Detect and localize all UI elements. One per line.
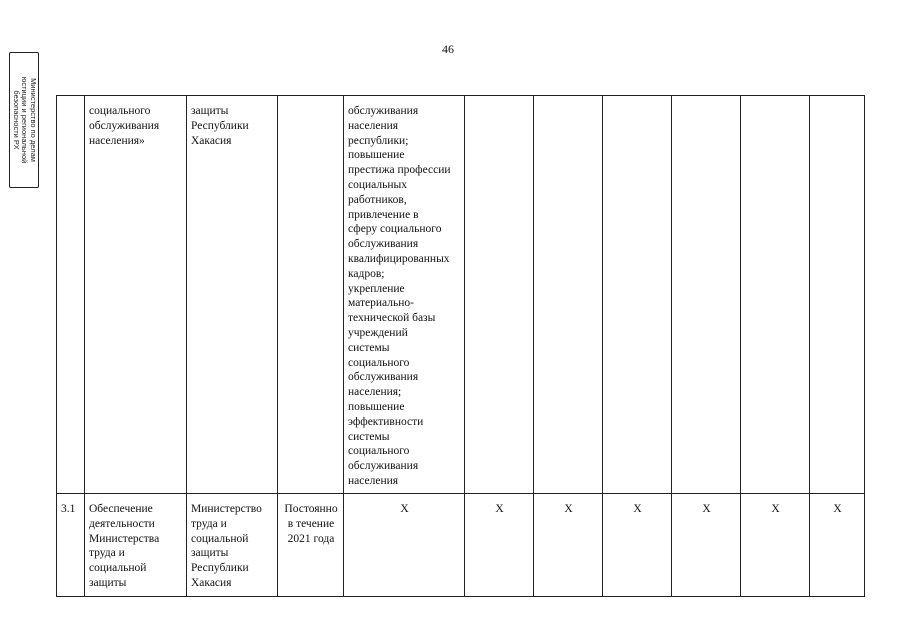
cell-line: привлечение в <box>348 208 419 221</box>
cell-line: системы <box>348 430 390 443</box>
cell-line: повышение <box>348 400 405 413</box>
cell-num <box>57 96 85 494</box>
cell-result: Х <box>344 494 465 597</box>
cell-indicator: Х <box>741 494 810 597</box>
cell-line: квалифицированных <box>348 252 450 265</box>
measures-table <box>56 95 865 597</box>
cell-line: обслуживания <box>89 119 160 132</box>
cell-indicator <box>741 96 810 494</box>
registration-stamp <box>9 52 39 188</box>
cell-line: Хакасия <box>191 576 232 589</box>
cell-indicator: Х <box>465 494 534 597</box>
cell-line: эффективности <box>348 415 424 428</box>
cell-line: Министерства <box>89 532 160 545</box>
cell-line: 2021 года <box>287 532 335 545</box>
cell-line: престижа профессии <box>348 164 451 177</box>
cell-line: социального <box>348 356 410 369</box>
cell-line: защиты <box>191 105 229 117</box>
cell-line: социальной <box>191 532 249 545</box>
cell-line: населения» <box>89 134 145 147</box>
table-row <box>57 96 865 494</box>
cell-line: Республики <box>191 119 249 132</box>
stamp-line: юстиции и региональной <box>20 76 30 164</box>
cell-indicator: Х <box>810 494 865 597</box>
cell-line: Министерство <box>191 503 262 515</box>
cell-line: Хакасия <box>191 134 232 147</box>
cell-indicator: Х <box>534 494 603 597</box>
cell-line: населения <box>348 119 399 132</box>
cell-name <box>85 96 187 494</box>
cell-line: обслуживания <box>348 460 419 473</box>
cell-line: обслуживания <box>348 371 419 384</box>
cell-line: материально- <box>348 297 414 310</box>
stamp-text <box>11 54 37 186</box>
cell-executor <box>187 494 278 597</box>
cell-line: повышение <box>348 149 405 162</box>
cell-line: Постоянно <box>284 503 338 515</box>
cell-line: в течение <box>287 517 335 530</box>
cell-indicator <box>465 96 534 494</box>
cell-name <box>85 494 187 597</box>
cell-line: технической базы <box>348 312 436 325</box>
cell-executor <box>187 96 278 494</box>
cell-term <box>278 96 344 494</box>
cell-line: труда и <box>191 517 227 530</box>
stamp-line: Министерство по делам <box>28 78 38 162</box>
cell-indicator <box>810 96 865 494</box>
cell-line: обслуживания <box>348 238 419 251</box>
cell-line: населения; <box>348 386 402 399</box>
cell-line: социальных <box>348 178 407 191</box>
cell-line: труда и <box>89 547 125 560</box>
cell-line: работников, <box>348 193 407 206</box>
cell-line: Республики <box>191 562 249 575</box>
cell-indicator: Х <box>672 494 741 597</box>
cell-indicator <box>534 96 603 494</box>
cell-indicator <box>672 96 741 494</box>
page-number: 46 <box>442 42 454 56</box>
cell-line: Обеспечение <box>89 503 153 515</box>
cell-line: защиты <box>89 576 127 589</box>
cell-indicator: Х <box>603 494 672 597</box>
cell-num: 3.1 <box>57 494 85 597</box>
cell-line: кадров; <box>348 267 385 280</box>
table-row <box>57 494 865 597</box>
cell-result <box>344 96 465 494</box>
cell-line: укрепление <box>348 282 405 295</box>
cell-line: социального <box>89 105 151 117</box>
cell-line: обслуживания <box>348 105 419 117</box>
cell-term <box>278 494 344 597</box>
cell-line: системы <box>348 341 390 354</box>
cell-line: социального <box>348 445 410 458</box>
cell-line: учреждений <box>348 326 408 339</box>
cell-line: деятельности <box>89 517 155 530</box>
cell-line: населения <box>348 474 399 487</box>
cell-indicator <box>603 96 672 494</box>
cell-line: сферу социального <box>348 223 442 236</box>
cell-line: республики; <box>348 134 409 147</box>
cell-line: защиты <box>191 547 229 560</box>
cell-line: социальной <box>89 562 147 575</box>
stamp-line: безопасности РХ <box>11 90 21 150</box>
